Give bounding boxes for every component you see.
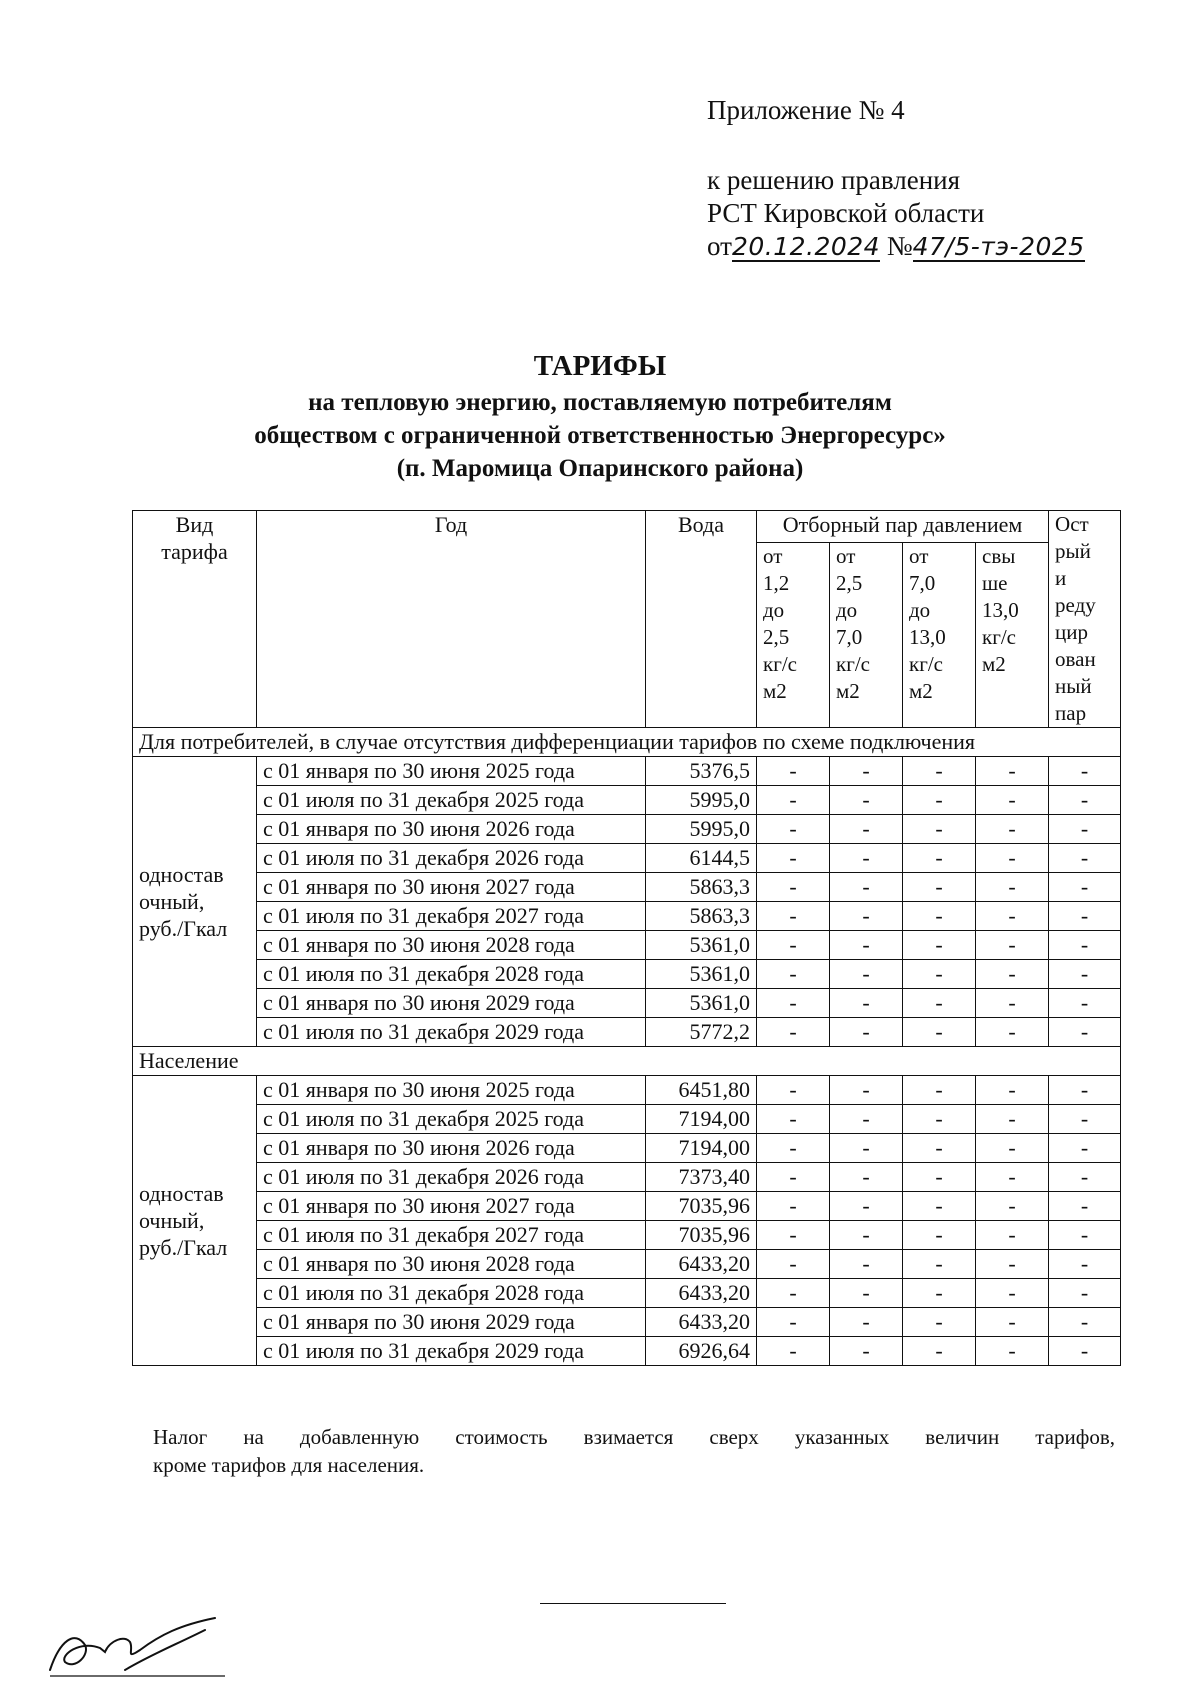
period-cell: с 01 июля по 31 декабря 2029 года — [257, 1337, 646, 1366]
steam-tariff-cell: - — [757, 815, 830, 844]
steam-tariff-cell: - — [1049, 960, 1121, 989]
ref-date-handwritten: 20.12.2024 — [731, 232, 881, 261]
steam-tariff-cell: - — [976, 1192, 1049, 1221]
table-row — [133, 1163, 1121, 1192]
steam-tariff-cell: - — [976, 1250, 1049, 1279]
steam-tariff-cell: - — [903, 1076, 976, 1105]
steam-tariff-cell: - — [976, 960, 1049, 989]
table-row — [133, 786, 1121, 815]
table-row — [133, 1018, 1121, 1047]
steam-tariff-cell: - — [903, 1163, 976, 1192]
table-row — [133, 1105, 1121, 1134]
section-title: Для потребителей, в случае отсутствия дифференциации тарифов по схеме подключения — [133, 728, 1121, 757]
header-sharp-steam-line: рый — [1055, 539, 1091, 563]
header-steam-subcol-line: м2 — [763, 678, 787, 703]
header-tariff-type-line: Вид — [175, 512, 214, 537]
table-row — [133, 844, 1121, 873]
water-tariff-cell: 7035,96 — [646, 1192, 757, 1221]
period-cell: с 01 июля по 31 декабря 2028 года — [257, 960, 646, 989]
decision-reference — [707, 164, 1085, 263]
steam-tariff-cell: - — [903, 844, 976, 873]
header-steam-subcol-line: ше — [982, 570, 1008, 595]
water-tariff-cell: 5995,0 — [646, 786, 757, 815]
period-cell: с 01 января по 30 июня 2026 года — [257, 815, 646, 844]
steam-tariff-cell: - — [757, 1279, 830, 1308]
steam-tariff-cell: - — [757, 1105, 830, 1134]
steam-tariff-cell: - — [976, 1076, 1049, 1105]
table-row — [133, 931, 1121, 960]
water-tariff-cell: 5361,0 — [646, 989, 757, 1018]
header-steam-subcol — [976, 542, 1049, 727]
header-steam-subcol — [830, 542, 903, 727]
steam-tariff-cell: - — [976, 1018, 1049, 1047]
section-title-row — [133, 728, 1121, 757]
vat-note — [153, 1423, 1115, 1479]
steam-tariff-cell: - — [903, 902, 976, 931]
steam-tariff-cell: - — [830, 902, 903, 931]
steam-tariff-cell: - — [1049, 1134, 1121, 1163]
steam-tariff-cell: - — [1049, 1192, 1121, 1221]
period-cell: с 01 июля по 31 декабря 2027 года — [257, 902, 646, 931]
steam-tariff-cell: - — [903, 1337, 976, 1366]
steam-tariff-cell: - — [830, 757, 903, 786]
steam-tariff-cell: - — [757, 989, 830, 1018]
header-sharp-steam-line: пар — [1055, 701, 1087, 725]
period-cell: с 01 января по 30 июня 2025 года — [257, 757, 646, 786]
steam-tariff-cell: - — [1049, 902, 1121, 931]
period-cell: с 01 июля по 31 декабря 2028 года — [257, 1279, 646, 1308]
water-tariff-cell: 7194,00 — [646, 1134, 757, 1163]
tariff-type-line: очный, — [139, 889, 205, 914]
steam-tariff-cell: - — [903, 1192, 976, 1221]
steam-tariff-cell: - — [830, 873, 903, 902]
steam-tariff-cell: - — [1049, 989, 1121, 1018]
steam-tariff-cell: - — [976, 844, 1049, 873]
header-steam-subcol-line: кг/с — [763, 651, 797, 676]
steam-tariff-cell: - — [757, 786, 830, 815]
tariffs-table — [132, 510, 1121, 1366]
tariff-type-line: руб./Гкал — [139, 1235, 228, 1260]
header-sharp-steam-line: ован — [1055, 647, 1096, 671]
steam-tariff-cell: - — [903, 989, 976, 1018]
water-tariff-cell: 6433,20 — [646, 1279, 757, 1308]
header-tariff-type-line: тарифа — [161, 539, 228, 564]
header-steam-subcol-line: кг/с — [909, 651, 943, 676]
table-row — [133, 960, 1121, 989]
header-steam-subcol-line: 13,0 — [982, 597, 1019, 622]
steam-tariff-cell: - — [830, 989, 903, 1018]
tariff-type-line: руб./Гкал — [139, 916, 228, 941]
header-steam-subcol-line: 2,5 — [836, 570, 863, 595]
ref-line-3 — [707, 230, 1085, 263]
header-steam: Отборный пар давлением — [757, 511, 1049, 543]
period-cell: с 01 июля по 31 декабря 2026 года — [257, 844, 646, 873]
steam-tariff-cell: - — [830, 1250, 903, 1279]
period-cell: с 01 января по 30 июня 2028 года — [257, 931, 646, 960]
steam-tariff-cell: - — [757, 931, 830, 960]
appendix-label: Приложение № 4 — [707, 95, 905, 125]
ref-number-label: № — [886, 231, 913, 261]
steam-tariff-cell: - — [976, 1163, 1049, 1192]
header-steam-subcol-line: 7,0 — [836, 624, 863, 649]
steam-tariff-cell: - — [903, 1221, 976, 1250]
period-cell: с 01 января по 30 июня 2025 года — [257, 1076, 646, 1105]
water-tariff-cell: 5995,0 — [646, 815, 757, 844]
steam-tariff-cell: - — [1049, 757, 1121, 786]
subtitle-line-2: обществом с ограниченной ответственностью Энергоресурс» — [254, 422, 946, 449]
steam-tariff-cell: - — [903, 873, 976, 902]
steam-tariff-cell: - — [976, 989, 1049, 1018]
steam-tariff-cell: - — [976, 1221, 1049, 1250]
table-row — [133, 1279, 1121, 1308]
header-tariff-type — [133, 511, 257, 728]
handwritten-signature — [30, 1600, 230, 1680]
period-cell: с 01 января по 30 июня 2027 года — [257, 873, 646, 902]
steam-tariff-cell: - — [830, 844, 903, 873]
water-tariff-cell: 7035,96 — [646, 1221, 757, 1250]
vat-note-line-1: Налог на добавленную стоимость взимается сверх указанных величин тарифов, — [153, 1425, 1115, 1449]
period-cell: с 01 июля по 31 декабря 2027 года — [257, 1221, 646, 1250]
period-cell: с 01 июля по 31 декабря 2026 года — [257, 1163, 646, 1192]
steam-tariff-cell: - — [757, 902, 830, 931]
steam-tariff-cell: - — [757, 1308, 830, 1337]
steam-tariff-cell: - — [976, 1279, 1049, 1308]
period-cell: с 01 июля по 31 декабря 2025 года — [257, 1105, 646, 1134]
steam-tariff-cell: - — [830, 1192, 903, 1221]
table-row — [133, 902, 1121, 931]
steam-tariff-cell: - — [830, 1018, 903, 1047]
steam-tariff-cell: - — [976, 815, 1049, 844]
period-cell: с 01 июля по 31 декабря 2029 года — [257, 1018, 646, 1047]
ref-from-label: от — [707, 231, 732, 261]
steam-tariff-cell: - — [976, 757, 1049, 786]
water-tariff-cell: 7373,40 — [646, 1163, 757, 1192]
water-tariff-cell: 5772,2 — [646, 1018, 757, 1047]
water-tariff-cell: 7194,00 — [646, 1105, 757, 1134]
steam-tariff-cell: - — [903, 1018, 976, 1047]
steam-tariff-cell: - — [1049, 1221, 1121, 1250]
steam-tariff-cell: - — [903, 1134, 976, 1163]
tariff-type-cell — [133, 757, 257, 1047]
steam-tariff-cell: - — [1049, 1018, 1121, 1047]
header-year: Год — [257, 511, 646, 728]
document-title: ТАРИФЫ — [533, 350, 667, 382]
tariff-type-line: одностав — [139, 862, 224, 887]
steam-tariff-cell: - — [903, 931, 976, 960]
tariff-type-line: очный, — [139, 1208, 205, 1233]
steam-tariff-cell: - — [830, 1134, 903, 1163]
table-row — [133, 815, 1121, 844]
table-row — [133, 1308, 1121, 1337]
table-row — [133, 757, 1121, 786]
steam-tariff-cell: - — [1049, 1308, 1121, 1337]
tariff-type-line: одностав — [139, 1181, 224, 1206]
header-steam-subcol-line: кг/с — [836, 651, 870, 676]
steam-tariff-cell: - — [976, 873, 1049, 902]
steam-tariff-cell: - — [830, 1221, 903, 1250]
water-tariff-cell: 5376,5 — [646, 757, 757, 786]
steam-tariff-cell: - — [1049, 1163, 1121, 1192]
steam-tariff-cell: - — [830, 1105, 903, 1134]
period-cell: с 01 января по 30 июня 2028 года — [257, 1250, 646, 1279]
table-row — [133, 1134, 1121, 1163]
steam-tariff-cell: - — [757, 1076, 830, 1105]
steam-tariff-cell: - — [903, 757, 976, 786]
water-tariff-cell: 5863,3 — [646, 902, 757, 931]
period-cell: с 01 января по 30 июня 2029 года — [257, 989, 646, 1018]
steam-tariff-cell: - — [757, 1192, 830, 1221]
header-sharp-steam-line: ный — [1055, 674, 1092, 698]
steam-tariff-cell: - — [903, 1279, 976, 1308]
steam-tariff-cell: - — [903, 786, 976, 815]
period-cell: с 01 июля по 31 декабря 2025 года — [257, 786, 646, 815]
section-title-row — [133, 1047, 1121, 1076]
water-tariff-cell: 5361,0 — [646, 931, 757, 960]
steam-tariff-cell: - — [976, 786, 1049, 815]
steam-tariff-cell: - — [903, 1308, 976, 1337]
header-steam-subcol-line: 1,2 — [763, 570, 790, 595]
steam-tariff-cell: - — [757, 873, 830, 902]
steam-tariff-cell: - — [757, 1163, 830, 1192]
steam-tariff-cell: - — [757, 1018, 830, 1047]
header-steam-subcol-line: от — [836, 543, 856, 568]
vat-note-line-2: кроме тарифов для населения. — [153, 1453, 425, 1477]
header-steam-subcol-line: до — [763, 597, 785, 622]
period-cell: с 01 января по 30 июня 2029 года — [257, 1308, 646, 1337]
steam-tariff-cell: - — [830, 1279, 903, 1308]
subtitle-line-1: на тепловую энергию, поставляемую потребителям — [308, 389, 892, 416]
steam-tariff-cell: - — [976, 1105, 1049, 1134]
header-water: Вода — [646, 511, 757, 728]
water-tariff-cell: 6144,5 — [646, 844, 757, 873]
period-cell: с 01 января по 30 июня 2027 года — [257, 1192, 646, 1221]
steam-tariff-cell: - — [1049, 786, 1121, 815]
header-steam-subcol-line: м2 — [982, 651, 1006, 676]
steam-tariff-cell: - — [757, 844, 830, 873]
steam-tariff-cell: - — [830, 1308, 903, 1337]
header-steam-subcol-line: до — [836, 597, 858, 622]
period-cell: с 01 января по 30 июня 2026 года — [257, 1134, 646, 1163]
steam-tariff-cell: - — [830, 1163, 903, 1192]
separator-line — [540, 1603, 726, 1604]
header-steam-subcol-line: до — [909, 597, 931, 622]
steam-tariff-cell: - — [976, 1308, 1049, 1337]
header-steam-subcol-line: 2,5 — [763, 624, 790, 649]
header-steam-subcol — [757, 542, 830, 727]
header-steam-subcol-line: 7,0 — [909, 570, 936, 595]
water-tariff-cell: 5361,0 — [646, 960, 757, 989]
water-tariff-cell: 6926,64 — [646, 1337, 757, 1366]
steam-tariff-cell: - — [830, 960, 903, 989]
table-row — [133, 989, 1121, 1018]
tariff-type-cell — [133, 1076, 257, 1366]
steam-tariff-cell: - — [830, 786, 903, 815]
ref-number-handwritten: 47/5-тэ-2025 — [912, 232, 1085, 261]
steam-tariff-cell: - — [1049, 1105, 1121, 1134]
steam-tariff-cell: - — [1049, 873, 1121, 902]
steam-tariff-cell: - — [976, 1134, 1049, 1163]
steam-tariff-cell: - — [976, 931, 1049, 960]
steam-tariff-cell: - — [830, 815, 903, 844]
header-steam-subcol-line: свы — [982, 543, 1016, 568]
header-sharp-steam — [1049, 511, 1121, 728]
header-sharp-steam-line: цир — [1055, 620, 1089, 644]
steam-tariff-cell: - — [1049, 1076, 1121, 1105]
water-tariff-cell: 6433,20 — [646, 1250, 757, 1279]
steam-tariff-cell: - — [757, 960, 830, 989]
header-row-1 — [133, 511, 1121, 543]
table-row — [133, 873, 1121, 902]
water-tariff-cell: 6433,20 — [646, 1308, 757, 1337]
table-row — [133, 1337, 1121, 1366]
table-row — [133, 1221, 1121, 1250]
steam-tariff-cell: - — [1049, 931, 1121, 960]
header-sharp-steam-line: реду — [1055, 593, 1096, 617]
table-row — [133, 1250, 1121, 1279]
ref-line-2: РСТ Кировской области — [707, 198, 985, 228]
header-steam-subcol-line: м2 — [909, 678, 933, 703]
water-tariff-cell: 5863,3 — [646, 873, 757, 902]
header-steam-subcol-line: кг/с — [982, 624, 1016, 649]
steam-tariff-cell: - — [1049, 1337, 1121, 1366]
steam-tariff-cell: - — [757, 1134, 830, 1163]
table-row — [133, 1076, 1121, 1105]
steam-tariff-cell: - — [903, 1105, 976, 1134]
steam-tariff-cell: - — [976, 1337, 1049, 1366]
steam-tariff-cell: - — [757, 1221, 830, 1250]
ref-line-1: к решению правления — [707, 165, 961, 195]
steam-tariff-cell: - — [1049, 815, 1121, 844]
steam-tariff-cell: - — [830, 1076, 903, 1105]
section-title: Население — [133, 1047, 1121, 1076]
steam-tariff-cell: - — [903, 960, 976, 989]
steam-tariff-cell: - — [903, 815, 976, 844]
water-tariff-cell: 6451,80 — [646, 1076, 757, 1105]
table-row — [133, 1192, 1121, 1221]
steam-tariff-cell: - — [830, 931, 903, 960]
steam-tariff-cell: - — [1049, 1279, 1121, 1308]
header-steam-subcol-line: от — [763, 543, 783, 568]
subtitle-line-3: (п. Маромица Опаринского района) — [396, 455, 804, 482]
header-steam-subcol-line: м2 — [836, 678, 860, 703]
header-steam-subcol — [903, 542, 976, 727]
steam-tariff-cell: - — [1049, 844, 1121, 873]
document-subtitle — [0, 386, 1200, 485]
steam-tariff-cell: - — [757, 757, 830, 786]
steam-tariff-cell: - — [903, 1250, 976, 1279]
header-steam-subcol-line: от — [909, 543, 929, 568]
steam-tariff-cell: - — [757, 1250, 830, 1279]
header-sharp-steam-line: Ост — [1055, 512, 1089, 536]
header-sharp-steam-line: и — [1055, 566, 1067, 590]
steam-tariff-cell: - — [757, 1337, 830, 1366]
header-steam-subcol-line: 13,0 — [909, 624, 946, 649]
steam-tariff-cell: - — [976, 902, 1049, 931]
steam-tariff-cell: - — [830, 1337, 903, 1366]
steam-tariff-cell: - — [1049, 1250, 1121, 1279]
